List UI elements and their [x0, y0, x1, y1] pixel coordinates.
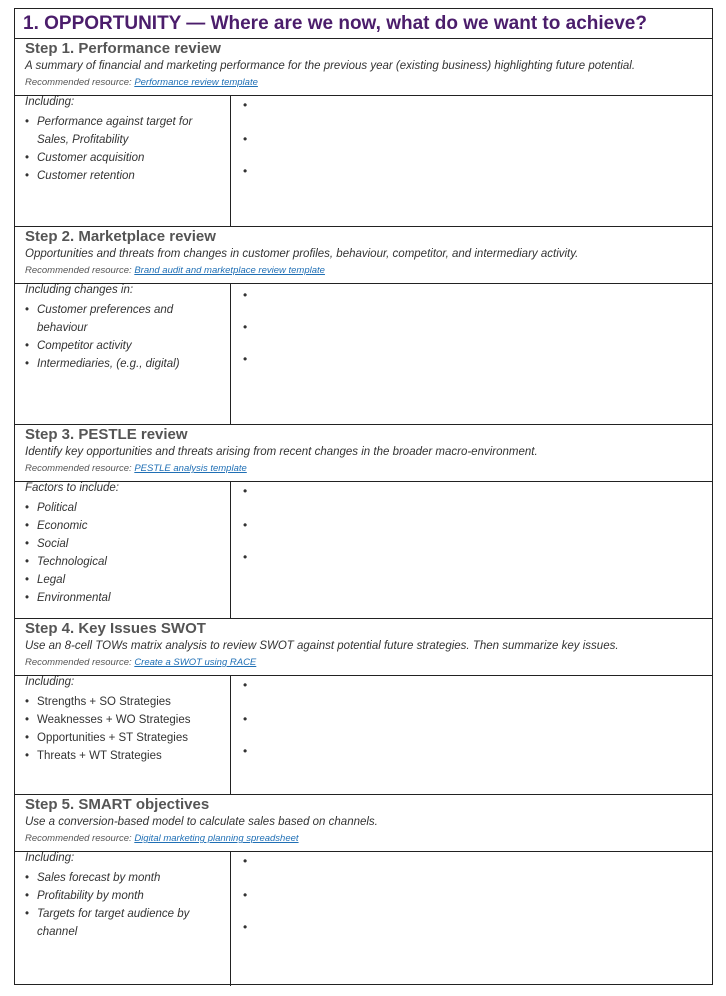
- factor-item: • Political: [25, 499, 225, 517]
- answer-bullet[interactable]: •: [243, 678, 248, 692]
- answers-column[interactable]: [231, 482, 712, 618]
- factor-item: • Technological: [25, 553, 225, 571]
- step-body: [15, 676, 712, 795]
- answers-column[interactable]: [231, 852, 712, 986]
- step-title: Step 4. Key Issues SWOT: [25, 620, 206, 637]
- answer-bullet[interactable]: •: [243, 550, 248, 564]
- answer-bullet[interactable]: •: [243, 920, 248, 934]
- factors-list: [25, 693, 225, 765]
- factors-list: [25, 499, 225, 607]
- step-description: Use an 8-cell TOWs matrix analysis to review SWOT against potential future strategies. Then summarize key issues.: [25, 640, 619, 652]
- page-title: 1. OPPORTUNITY — Where are we now, what do we want to achieve?: [23, 13, 647, 34]
- factors-column: [15, 96, 231, 226]
- factors-list: [25, 113, 225, 185]
- recommended-resource: [25, 657, 256, 668]
- title-row: [15, 9, 712, 39]
- step-title: Step 5. SMART objectives: [25, 796, 210, 813]
- factor-item: • Intermediaries, (e.g., digital): [25, 355, 225, 373]
- factor-item: • Customer retention: [25, 167, 225, 185]
- answer-bullet[interactable]: •: [243, 164, 248, 178]
- step-body: [15, 482, 712, 619]
- factors-intro: Including changes in:: [25, 284, 134, 296]
- resource-link[interactable]: PESTLE analysis template: [134, 463, 247, 474]
- answer-bullet[interactable]: •: [243, 744, 248, 758]
- answers-column[interactable]: [231, 676, 712, 794]
- factor-item: • Opportunities + ST Strategies: [25, 729, 225, 747]
- step-body: [15, 852, 712, 986]
- step-header: [15, 425, 712, 482]
- factors-column: [15, 676, 231, 794]
- recommended-resource: [25, 265, 325, 276]
- recommended-resource: [25, 77, 258, 88]
- answer-bullet[interactable]: •: [243, 288, 248, 302]
- step-body: [15, 96, 712, 227]
- answer-bullet[interactable]: •: [243, 712, 248, 726]
- answers-column[interactable]: [231, 284, 712, 424]
- factor-item: • Economic: [25, 517, 225, 535]
- answer-bullet[interactable]: •: [243, 888, 248, 902]
- step-header: [15, 619, 712, 676]
- factor-item: • Targets for target audience by channel: [25, 905, 225, 941]
- factor-item: • Customer acquisition: [25, 149, 225, 167]
- factors-column: [15, 482, 231, 618]
- step-description: Identify key opportunities and threats arising from recent changes in the broader macro-environment.: [25, 446, 538, 458]
- factors-intro: Including:: [25, 852, 75, 864]
- recommended-resource: [25, 833, 299, 844]
- step-header: [15, 39, 712, 96]
- answers-column[interactable]: [231, 96, 712, 226]
- resource-link[interactable]: Brand audit and marketplace review template: [134, 265, 325, 276]
- answer-bullet[interactable]: •: [243, 352, 248, 366]
- answer-bullet[interactable]: •: [243, 518, 248, 532]
- resource-prefix: Recommended resource:: [25, 265, 132, 276]
- step-title: Step 3. PESTLE review: [25, 426, 188, 443]
- factors-intro: Including:: [25, 96, 75, 108]
- resource-prefix: Recommended resource:: [25, 463, 132, 474]
- factor-item: • Performance against target for Sales, Profitability: [25, 113, 225, 149]
- factor-item: • Customer preferences and behaviour: [25, 301, 225, 337]
- resource-link[interactable]: Performance review template: [134, 77, 258, 88]
- opportunity-worksheet: [14, 8, 713, 985]
- answer-bullet[interactable]: •: [243, 484, 248, 498]
- step-header: [15, 795, 712, 852]
- resource-prefix: Recommended resource:: [25, 833, 132, 844]
- factors-intro: Factors to include:: [25, 482, 119, 494]
- recommended-resource: [25, 463, 247, 474]
- step-1: [15, 39, 712, 227]
- factors-column: [15, 284, 231, 424]
- step-description: Opportunities and threats from changes in customer profiles, behaviour, competitor, and intermediary activity.: [25, 248, 579, 260]
- answer-bullet[interactable]: •: [243, 132, 248, 146]
- step-2: [15, 227, 712, 425]
- step-title: Step 2. Marketplace review: [25, 228, 216, 245]
- factor-item: • Legal: [25, 571, 225, 589]
- factor-item: • Strengths + SO Strategies: [25, 693, 225, 711]
- answer-bullet[interactable]: •: [243, 320, 248, 334]
- step-description: Use a conversion-based model to calculate sales based on channels.: [25, 816, 378, 828]
- step-title: Step 1. Performance review: [25, 40, 221, 57]
- step-4: [15, 619, 712, 795]
- factor-item: • Weaknesses + WO Strategies: [25, 711, 225, 729]
- resource-link[interactable]: Digital marketing planning spreadsheet: [134, 833, 299, 844]
- resource-prefix: Recommended resource:: [25, 77, 132, 88]
- factor-item: • Social: [25, 535, 225, 553]
- factors-intro: Including:: [25, 676, 75, 688]
- answer-bullet[interactable]: •: [243, 98, 248, 112]
- factors-list: [25, 301, 225, 373]
- factors-list: [25, 869, 225, 941]
- factor-item: • Competitor activity: [25, 337, 225, 355]
- factor-item: • Environmental: [25, 589, 225, 607]
- step-body: [15, 284, 712, 425]
- answer-bullet[interactable]: •: [243, 854, 248, 868]
- step-header: [15, 227, 712, 284]
- resource-prefix: Recommended resource:: [25, 657, 132, 668]
- step-description: A summary of financial and marketing performance for the previous year (existing business) highlighting future potential.: [25, 60, 636, 72]
- factors-column: [15, 852, 231, 986]
- step-5: [15, 795, 712, 986]
- factor-item: • Sales forecast by month: [25, 869, 225, 887]
- factor-item: • Threats + WT Strategies: [25, 747, 225, 765]
- factor-item: • Profitability by month: [25, 887, 225, 905]
- resource-link[interactable]: Create a SWOT using RACE: [134, 657, 257, 668]
- step-3: [15, 425, 712, 619]
